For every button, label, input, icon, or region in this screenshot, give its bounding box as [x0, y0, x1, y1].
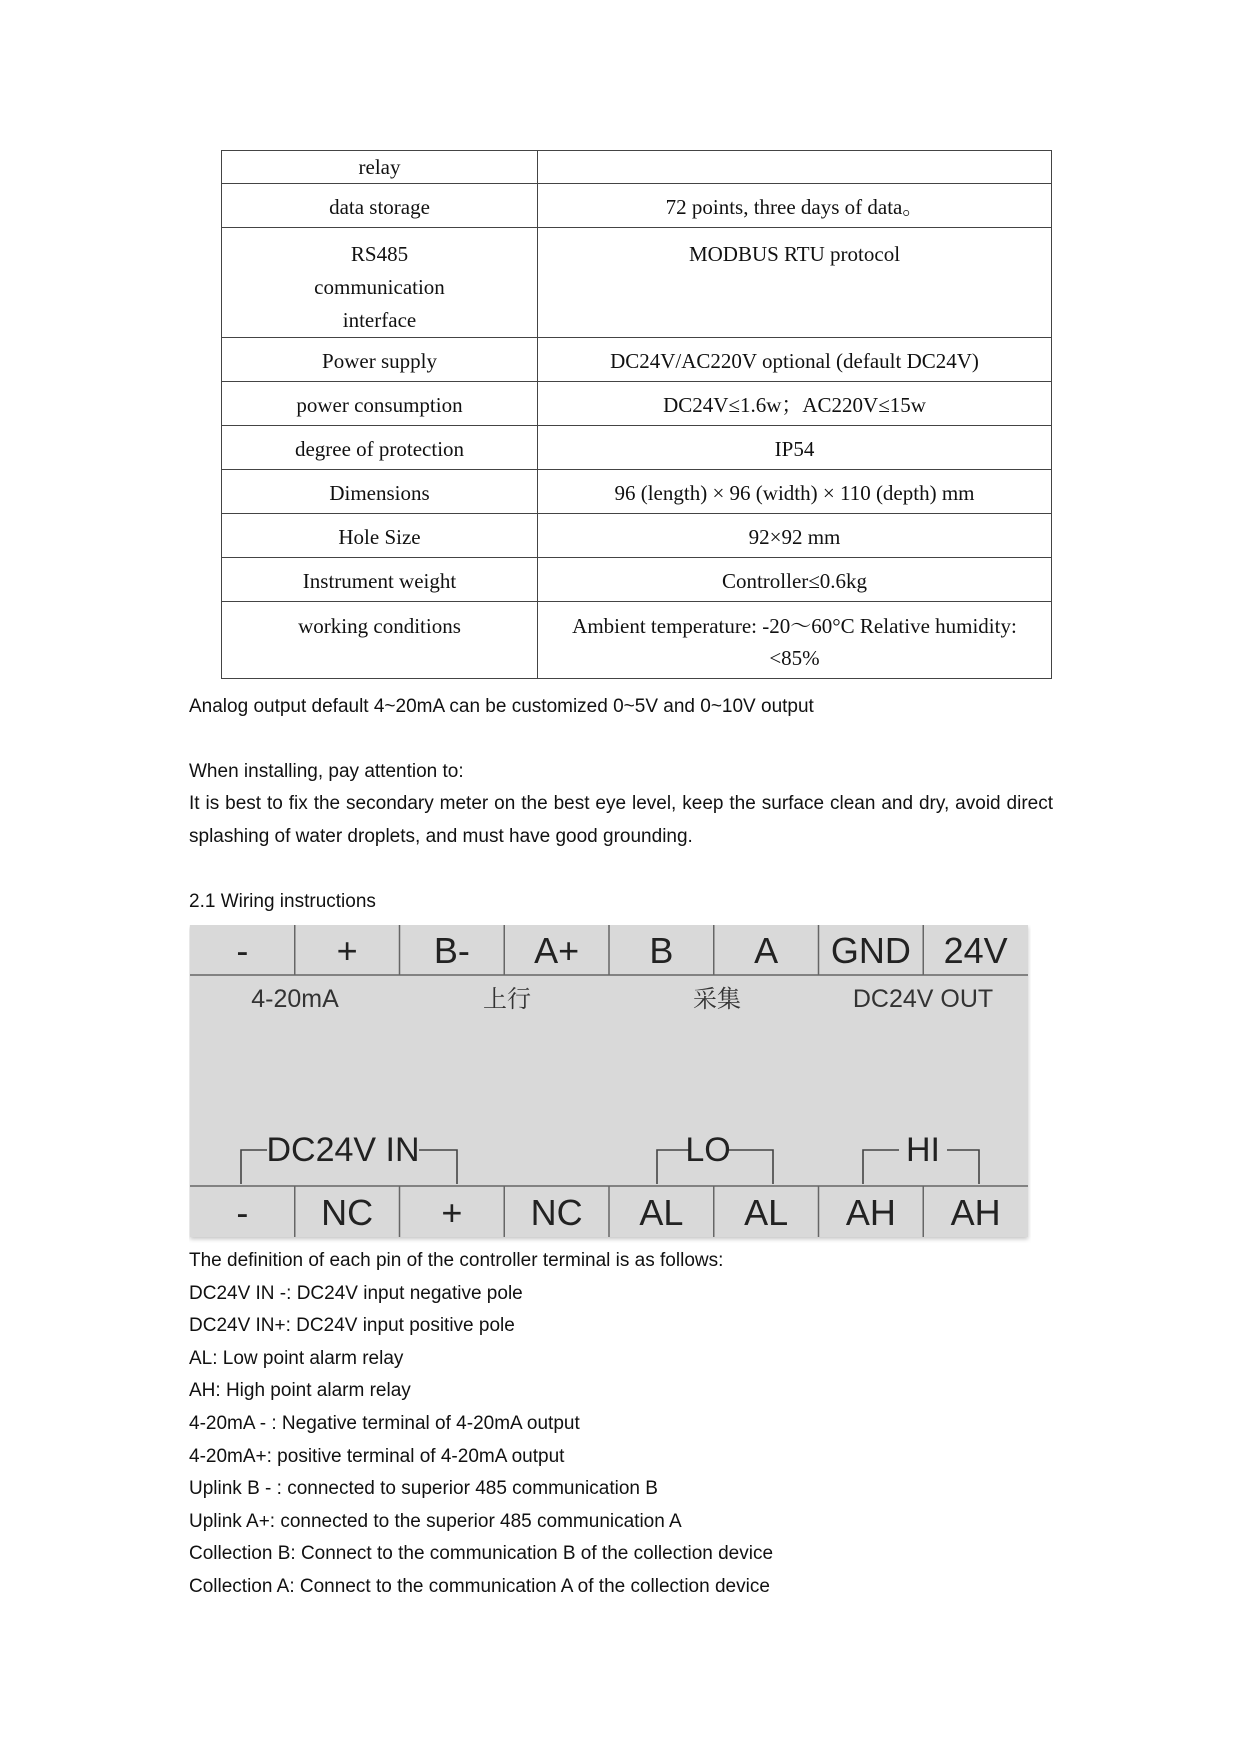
table-row	[222, 228, 1052, 338]
install-heading: When installing, pay attention to:	[189, 761, 464, 782]
spec-label: relay	[222, 151, 538, 184]
top-pin-label: GND	[830, 930, 911, 971]
spec-label: Dimensions	[222, 470, 538, 514]
spec-value-line: Ambient temperature: -20～60°C Relative humidity:	[572, 614, 1017, 638]
table-row	[222, 338, 1052, 382]
spec-label: Power supply	[222, 338, 538, 382]
spec-value: IP54	[538, 426, 1052, 470]
list-item: DC24V IN+: DC24V input positive pole	[189, 1315, 515, 1337]
spec-value	[538, 602, 1052, 679]
top-pin-label: A+	[534, 930, 580, 971]
top-pin-label: -	[236, 930, 249, 971]
spec-table	[221, 150, 1052, 679]
spec-label-line: communication	[314, 275, 445, 299]
spec-label: Instrument weight	[222, 558, 538, 602]
list-item: AL: Low point alarm relay	[189, 1347, 404, 1369]
top-pin-label: 24V	[943, 930, 1008, 971]
list-item: Uplink B - : connected to superior 485 communication B	[189, 1478, 658, 1500]
list-item: 4-20mA+: positive terminal of 4-20mA output	[189, 1445, 565, 1467]
top-pin-label: B-	[433, 930, 470, 971]
spec-label: Hole Size	[222, 514, 538, 558]
top-pin-label: B	[649, 930, 674, 971]
bottom-pin-label: AL	[639, 1192, 684, 1233]
wiring-heading: 2.1 Wiring instructions	[189, 891, 376, 912]
spec-value: MODBUS RTU protocol	[538, 228, 1052, 338]
spec-label	[222, 228, 538, 338]
group-label-dc24v-in: DC24V IN	[266, 1131, 420, 1169]
pin-definitions-intro: The definition of each pin of the controller terminal is as follows:	[189, 1250, 724, 1271]
list-item: Collection B: Connect to the communication B of the collection device	[189, 1543, 774, 1565]
spec-label: degree of protection	[222, 426, 538, 470]
list-item: 4-20mA - : Negative terminal of 4-20mA output	[189, 1412, 580, 1434]
top-pin-label: A	[754, 930, 779, 971]
spec-value: 92×92 mm	[538, 514, 1052, 558]
spec-label-line: interface	[342, 308, 417, 332]
spec-label: working conditions	[222, 602, 538, 679]
table-row	[222, 426, 1052, 470]
list-item: AH: High point alarm relay	[189, 1380, 411, 1402]
spec-value: Controller≤0.6kg	[538, 558, 1052, 602]
install-text: It is best to fix the secondary meter on the best eye level, keep the surface clean and dry, avoid direct splashing of water droplets, and must have good grounding.	[189, 793, 1053, 847]
bottom-pin-label: AH	[950, 1192, 1001, 1233]
table-row	[222, 558, 1052, 602]
spec-value: 96 (length) × 96 (width) × 110 (depth) mm	[538, 470, 1052, 514]
group-label-lo: LO	[685, 1131, 731, 1169]
table-row	[222, 184, 1052, 228]
list-item: Uplink A+: connected to the superior 485 communication A	[189, 1510, 682, 1532]
spec-value-line: <85%	[769, 646, 820, 670]
bottom-pin-label: AH	[845, 1192, 896, 1233]
group-label-hi: HI	[906, 1131, 940, 1169]
spec-value: DC24V≤1.6w；AC220V≤15w	[538, 382, 1052, 426]
spec-label: data storage	[222, 184, 538, 228]
table-row	[222, 382, 1052, 426]
group-label-dc24v-out: DC24V OUT	[852, 985, 994, 1013]
bottom-pin-label: NC	[530, 1192, 583, 1233]
pin-definitions	[189, 1245, 1053, 1604]
analog-note: Analog output default 4~20mA can be customized 0~5V and 0~10V output	[189, 696, 814, 717]
spec-value	[538, 151, 1052, 184]
spec-label-line: RS485	[350, 242, 409, 266]
bottom-pin-label: NC	[321, 1192, 374, 1233]
list-item: DC24V IN -: DC24V input negative pole	[189, 1282, 523, 1304]
table-row	[222, 470, 1052, 514]
spec-value: DC24V/AC220V optional (default DC24V)	[538, 338, 1052, 382]
group-label-collection: 采集	[693, 985, 741, 1013]
bottom-pin-label: AL	[744, 1192, 789, 1233]
group-label-uplink: 上行	[483, 985, 531, 1013]
top-pin-label: +	[336, 930, 358, 971]
group-label-4-20ma: 4-20mA	[251, 985, 339, 1013]
table-row	[222, 602, 1052, 679]
spec-value: 72 points, three days of data。	[538, 184, 1052, 228]
spec-label: power consumption	[222, 382, 538, 426]
list-item: Collection A: Connect to the communication A of the collection device	[189, 1575, 770, 1597]
terminal-diagram	[189, 925, 1031, 1243]
bottom-pin-label: -	[236, 1192, 249, 1233]
bottom-pin-label: +	[441, 1192, 463, 1233]
table-row	[222, 514, 1052, 558]
table-row	[222, 151, 1052, 184]
